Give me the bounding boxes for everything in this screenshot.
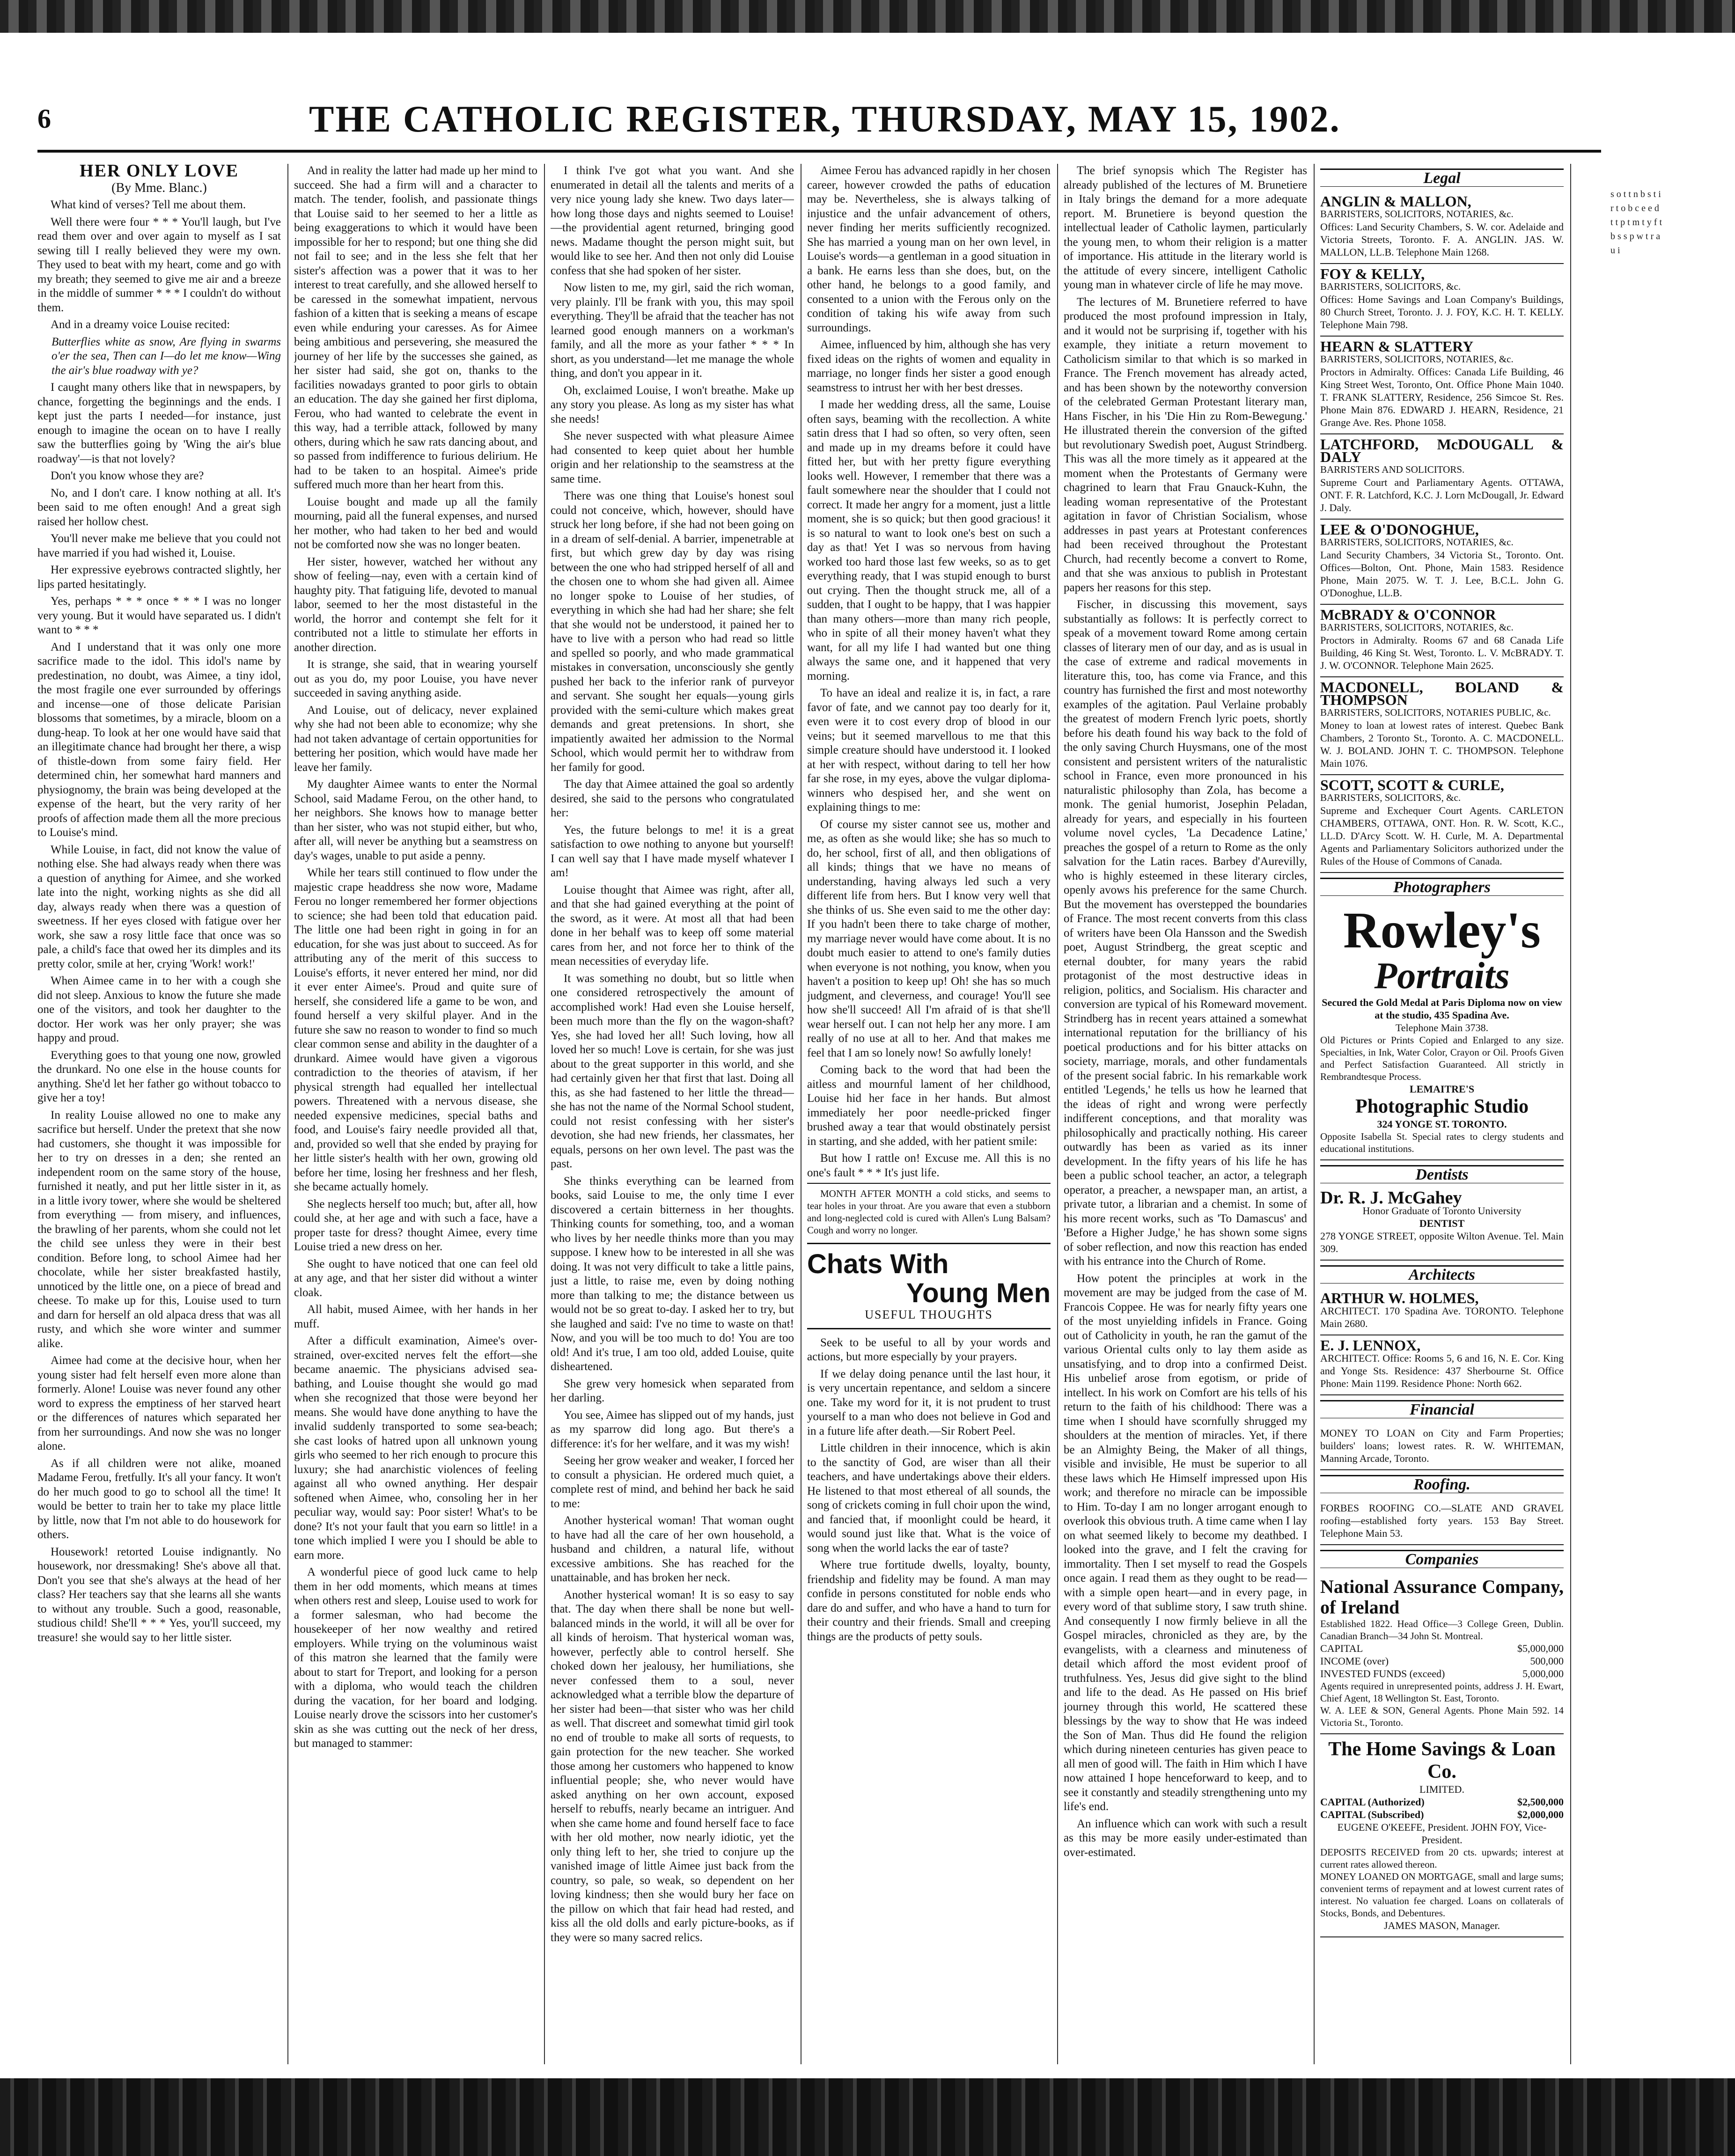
companies-heading: Companies — [1320, 1550, 1564, 1568]
story-paragraph: You'll never make me believe that you could not have married if you had wished it, Louise. — [37, 532, 281, 559]
lemaitre-studio: Photographic Studio — [1355, 1096, 1529, 1117]
chats-paragraph: The lectures of M. Brunetiere referred to have produced the most profound impression in Italy, and it would not be surprising if, together with his example, they initiate a return movement to Catholicism similar to that which is so marked in France. The French movement has already acted, and has been shown by the noteworthy conversion of the celebrated German Protestant literary man, Hans Fischer, in his 'Die Hin zu Rom-Bewegung.' He illustrated therein the conversion of the gifted but revolutionary Swedish poet, August Strindberg. This was all the more timely as it appeared at the moment when the Protestants of Germany were chagrined to learn that Frau Gnauck-Kuhn, the leading woman representative of the Protestant agitation in favor of Christian Socialism, whose addresses in past years at Protestant conferences had been received throughout the Protestant Church, had recently become a convert to Rome, and that she was anxious to publish in Protestant papers her reasons for this step. — [1064, 295, 1307, 594]
dentist-title: DENTIST — [1419, 1217, 1465, 1229]
story-paragraph: As if all children were not alike, moaned Madame Ferou, fretfully. It's all your fancy. It won't do her much good to go to school all the time! It would be better to train her to take my place little by little, now that I'm not able to do housework for others. — [37, 1457, 281, 1541]
legal-card — [1320, 434, 1564, 520]
firm-role: BARRISTERS, SOLICITORS, NOTARIES, &c. — [1320, 208, 1514, 220]
page-number: 6 — [37, 103, 51, 134]
story-paragraph: What kind of verses? Tell me about them. — [51, 198, 246, 211]
chats-paragraph: How potent the principles at work in the movement are may be judged from the case of M. Francois Coppee. He was for nearly fifty years one of the most unyielding infidels in France. Going out of Catholicity in youth, he ran the gamut of the various Oriental cults only to lay them aside as unsatisfying, and to drop into a confirmed Deist. His unbelief arose from egotism, or pride of intellect. In his work on Comfort are his tells of his return to the faith of his childhood: There was a time when I should have scornfully shrugged my shoulders at the mention of miracles. Yet, if there be an Almighty Being, the Maker of all things, visible and invisible, He must be superior to all these laws which He Himself impressed upon His work; and therefore no miracle can be impossible to Him. To-day I am no longer arrogant enough to overlook this obvious truth. A time came when I lay on what seemed likely to become my deathbed. I looked into the grave, and I felt the craving for immortality. Then I set myself to read the Gospels once again. I read them as they ought to be read—with a simple open heart—and in every page, in every word of that sublime story, I saw truth shine. And consequently I now firmly believe in all the Gospel miracles, chronicled as they are, by the evangelists, with a clearness and minuteness of detail which afford the most evident proof of truthfulness. Yes, Jesus did give sight to the blind and life to the dead. As He passed on His brief journey through this world, He scattered these blessings by the way to show that He was indeed the Son of Man. Thus did He found the religion which during nineteen centuries has given peace to all men of good will. The faith in Him which I have now attained I hope henceforward to keep, and to see it constantly and steadily strengthening unto my life's end. — [1064, 1272, 1307, 1813]
column-4 — [807, 164, 1051, 2064]
firm-role: BARRISTERS AND SOLICITORS. — [1320, 464, 1465, 475]
story-paragraph: I made her wedding dress, all the same, Louise often says, beaming with the recollection. A white satin dress that I had so often, so very often, seen and made up in my dreams before it could have fitted her, but with her pretty figure everything looks well. However, I remember that there was a fault somewhere near the shoulder that I could not correct. It made her angry for a moment, just a little moment, she is so quick; but then good gracious! it is so natural to want to look one's best on such a day as that! Yet I was so nervous from having worked too hard those last few weeks, so as to get everything ready, that I was stupid enough to burst out crying. Then the thought struck me, all of a sudden, that I ought to be happy, that I was happier than many others—more than many rich people, who in spite of all their money haven't what they want, for all my life I had wanted but one thing always the same one, and it happened that very morning. — [807, 398, 1051, 682]
lemaitre-name: LEMAITRE'S — [1409, 1083, 1475, 1095]
stat-value: 5,000,000 — [1522, 1668, 1564, 1679]
chats-paragraph: If we delay doing penance until the last hour, it is very uncertain repentance, and seldom a sincere one. Take my word for it, it is not prudent to trust yourself to a man who does not believe in God and in a future life after death.—Sir Robert Peel. — [807, 1367, 1051, 1437]
story-paragraph: She never suspected with what pleasure Aimee had consented to keep quiet about her humble origin and her relationship to the seamstress at the same time. — [551, 430, 794, 485]
stat-value: $5,000,000 — [1517, 1643, 1564, 1654]
column-rule — [287, 164, 288, 2064]
firm-role: BARRISTERS, SOLICITORS, NOTARIES, &c. — [1320, 353, 1514, 365]
balsam-notice: MONTH AFTER MONTH a cold sticks, and seems to tear holes in your throat. Are you aware that even a stubborn and long-neglected cold is cured with Allen's Lung Balsam? Cough and worry no longer. — [807, 1183, 1051, 1236]
home-savings-name: The Home Savings & Loan Co. — [1328, 1738, 1556, 1782]
story-paragraph: Everything goes to that young one now, growled the drunkard. No one else in the house counts for anything. She'd let her father go without tobacco to give her a toy! — [37, 1049, 281, 1104]
firm-name: LATCHFORD, McDOUGALL & DALY — [1320, 436, 1564, 465]
chats-paragraph: An influence which can work with such a result as this may be more easily under-estimated than over-estimated. — [1064, 1817, 1307, 1859]
story-paragraph: And Louise, out of delicacy, never explained why she had not been able to economize; why she had not taken advantage of certain opportunities for bettering her position, which would have made her leave her family. — [294, 704, 537, 774]
story-byline: (By Mme. Blanc.) — [111, 180, 207, 195]
legal-card — [1320, 605, 1564, 677]
story-paragraph: I think I've got what you want. And she enumerated in detail all the talents and merits of a very nice young lady she knew. Two days later—how long those days and nights seemed to Louise!—the providential agent returned, bringing good news. Madame thought the person might suit, but would like to see her. And then not only did Louise confess that she had spoken of her sister. — [551, 164, 794, 277]
national-assurance-ad — [1320, 1573, 1564, 1734]
stat-label: INVESTED FUNDS (exceed) — [1320, 1668, 1445, 1679]
firm-role: BARRISTERS, SOLICITORS, NOTARIES, &c. — [1320, 536, 1514, 548]
story-paragraph: Seeing her grow weaker and weaker, I forced her to consult a physician. He ordered much quiet, a complete rest of mind, and behind her back he said to me: — [551, 1454, 794, 1510]
firm-name: HEARN & SLATTERY — [1320, 338, 1474, 355]
story-paragraph: There was one thing that Louise's honest soul could not conceive, which, however, should have struck her long before, if she had not been going on in a dream of self-denial. A barrier, impenetrable at first, but which grew day by day was rising between the one who had stripped herself of all and the chosen one to whom she had given all. Aimee no longer spoke to Louise of her studies, of everything in which she had had her share; she felt that she would not be understood, it pained her to have to live with a person who had read so little and spelled so poorly, and who made grammatical mistakes in conversation, unconsciously she gently pushed her back to the inferior rank of purveyor and servant. She sought her equals—young girls provided with the semi-culture which makes great demands and great pretensions. In short, she impatiently awaited her admission to the Normal School, which would permit her to withdraw from her family for good. — [551, 490, 794, 774]
story-paragraph: Housework! retorted Louise indignantly. No housework, nor dressmaking! She's above all that. Don't you see that she's always at the head of her class? Her teachers say that she learns all she wants to without any trouble. Such a good, reasonable, studious child! She'll * * * Yes, you'll succeed, my treasure! she would say to her little sister. — [37, 1545, 281, 1644]
story-title: HER ONLY LOVE — [80, 164, 239, 181]
story-paragraph: When Aimee came in to her with a cough she did not sleep. Anxious to know the future she made one of the visitors, and took her daughter to the doctor. Her work was her only prayer; she was happy and proud. — [37, 975, 281, 1044]
stat-row — [1320, 1808, 1564, 1821]
story-paragraph: She grew very homesick when separated from her darling. — [551, 1377, 794, 1404]
story-paragraph: A wonderful piece of good luck came to help them in her odd moments, which means at times when others rest and sleep, Louise used to work for a former salesman, who had become the housekeeper of her now wealthy and retired employers. While trying on the voluminous waist of this matron she learned that the family were about to start for Treport, and looking for a person with a diploma, who would teach the children during the vacation, for her board and lodging. Louise nearly drove the scissors into her customer's skin as she was cutting out the neck of her dress, but managed to stammer: — [294, 1566, 537, 1750]
story-paragraph: Louise thought that Aimee was right, after all, and that she had gained everything at the point of the sword, as it were. At most all that had been done in her behalf was to keep off some material cares from her, and not force her to think of the mean necessities of everyday life. — [551, 883, 794, 968]
story-paragraph: Oh, exclaimed Louise, I won't breathe. Make up any story you please. As long as my sister has what she needs! — [551, 384, 794, 425]
story-paragraph: Louise bought and made up all the family mourning, paid all the funeral expenses, and nursed her mother, who had taken to her bed and would not be comforted now she was no longer beaten. — [294, 495, 537, 551]
photographers-heading: Photographers — [1320, 878, 1564, 896]
firm-role: BARRISTERS, SOLICITORS, &c. — [1320, 792, 1461, 803]
home-savings-loans: MONEY LOANED ON MORTGAGE, small and large sums; convenient terms of repayment and at lowest current rates of interest. No valuation fee charged. Loans on collaterals of Stocks, Bonds, and Debentures. — [1320, 1871, 1564, 1919]
story-paragraph: Well there were four * * * You'll laugh, but I've read them over and over again to myself as I sat sewing till I really believed they were my own. They used to beat with my heart, come and go with my breath; they seemed to give me air and a breeze in the middle of summer * * * I couldn't do without them. — [37, 215, 281, 314]
stat-row — [1320, 1667, 1564, 1680]
architect-card — [1320, 1335, 1564, 1395]
story-paragraph: And in reality the latter had made up her mind to succeed. She had a firm will and a character to match. The tender, foolish, and passionate things that Louise said to her seemed to her a little as being exaggerations to which it would have been impossible for her to respond; but one thing she did not fail to see; and in the less she felt that her sister's affection was a power that it was to her interest to treat carefully, and she allowed herself to be caressed in the somewhat impatient, nervous fashion of a kitten that is seeking a means of escape even while enduring your caresses. As for Aimee being ambitious and persevering, she measured the journey of her life by the successes she gained, as her sister had said, she got on, thanks to the facilities nowadays granted to poor girls to obtain an education. The day she gained her first diploma, Ferou, who had wanted to celebrate the event in this way, had a terrible attack, followed by many others, during which he saw rats dancing about, and so passed from indifference to furious delirium. He had to be taken to an hospital. Aimee's pride suffered much more than her heart from this. — [294, 164, 537, 491]
stat-label: INCOME (over) — [1320, 1655, 1389, 1667]
rowley-name: Rowley's — [1343, 902, 1541, 959]
column-5 — [1064, 164, 1307, 2064]
lemaitre-address: 324 YONGE ST. TORONTO. — [1377, 1118, 1507, 1130]
firm-name: FOY & KELLY, — [1320, 265, 1425, 282]
column-rule — [1057, 164, 1058, 2064]
firm-detail: Offices: Land Security Chambers, S. W. cor. Adelaide and Victoria Streets, Toronto. F. A. ANGLIN. JAS. W. MALLON, LL.B. Telephone Main 1268. — [1320, 221, 1564, 258]
national-name: National Assurance Company, of Ireland — [1320, 1576, 1564, 1618]
story-paragraph: While her tears still continued to flow under the majestic crape headdress she now wore, Madame Ferou no longer remembered her former objections to science; she had been told that education paid. The little one had been right in going in for an education, for she was just about to succeed. As for attributing any of the merit of this success to Louise's efforts, it never entered her mind, nor did it ever enter Aimee's. Proud and quite sure of herself, she considered life a game to be won, and found herself a very skilful player. And in the future she saw no reason to wonder to find so much clear common sense and ability in the daughter of a drunkard. Aimee would have given a vigorous contradiction to the theories of atavism, if her physical strength had equalled her intellectual powers. Threatened with a nervous disease, she needed expensive medicines, special baths and food, and Louise's fairy needle provided all that, and, provided so well that she ended by praying for her little sister's health with her own, growing old before her time, losing her freshness and her flesh, she became actually homely. — [294, 866, 537, 1193]
stat-label: CAPITAL — [1320, 1643, 1363, 1654]
story-paragraph: The day that Aimee attained the goal so ardently desired, she said to the persons who congratulated her: — [551, 778, 794, 819]
firm-name: MACDONELL, BOLAND & THOMPSON — [1320, 679, 1564, 708]
dentist-address: 278 YONGE STREET, opposite Wilton Avenue. Tel. Main 309. — [1320, 1230, 1564, 1254]
story-paragraph: Aimee Ferou has advanced rapidly in her chosen career, however crowded the paths of education may be. Nevertheless, she is always talking of injustice and the unfair advancement of others, never finding her merits sufficiently recognized. She has married a young man on her own level, in Louise's words—a gentleman in a good situation in a bank. He earns less than she does, but, on the other hand, he belongs to a good family, and consented to a union with the Ferous only on the condition of taking his wife away from such surroundings. — [807, 164, 1051, 334]
lemaitre-note: Opposite Isabella St. Special rates to clergy students and educational institutions. — [1320, 1131, 1564, 1154]
financial-heading: Financial — [1320, 1400, 1564, 1418]
firm-detail: Proctors in Admiralty. Rooms 67 and 68 Canada Life Building, 46 King St. West, Toronto. L. V. McBRADY. T. J. W. O'CONNOR. Telephone Main 2625. — [1320, 634, 1564, 671]
margin-text: s o t t n b s t i r t o b c e e d t t p t m t y f t b s s p w t r a u i — [1610, 189, 1662, 256]
story-paragraph: No, and I don't care. I know nothing at all. It's been said to me often enough! And a great sigh raised her hollow chest. — [37, 486, 281, 528]
story-paragraph: She thinks everything can be learned from books, said Louise to me, the only time I ever discovered a certain bitterness in her thoughts. Thinking counts for something, too, and a woman who lives by her needle thinks more than you may suppose. I knew how to be interested in all she was doing. It was not very difficult to take a little pains, just a little, to raise me, even by doing nothing more than talking to me; the distance between us would not be so great to-day. I asked her to try, but she laughed and said: I've no time to waste on that! Now, and you will be too much to do! You are too old! And it's true, I am too old, added Louise, quite disheartened. — [551, 1174, 794, 1373]
legal-card — [1320, 520, 1564, 605]
story-paragraph: But how I rattle on! Excuse me. All this is no one's fault * * * It's just life. — [807, 1152, 1051, 1179]
story-paragraph: And I understand that it was only one more sacrifice made to the idol. This idol's name by predestination, no doubt, was Aimee, a tiny idol, the most fragile one ever surrounded by offerings and incense—one of those delicate Parisian blossoms that sometimes, by a miracle, bloom on a dung-heap. To look at her one would have said that an illegitimate chance had brought her there, a wisp of thistle-down from some fairy field. Her determined chin, her somewhat hard manners and physiognomy, the brain was being developed at the expense of the heart, but the very rarity of her proofs of affection made them all the more precious to Louise's mind. — [37, 640, 281, 839]
scan-top-edge — [0, 0, 1735, 33]
story-paragraph: Of course my sister cannot see us, mother and me, as often as she would like; she has so much to do, her school, first of all, and then obligations of all kinds; things that we have no means of understanding, having always led such a very different life from hers. But I know very well that she thinks of us. She even said to me the other day: If you hadn't been there to take charge of mother, my marriage never would have come about. It is no doubt much easier to attend to one's family duties when everyone is not nothing, you know, when you haven't a position to keep up! Oh! she has so much judgment, and cleverness, and courage! You'll see how she'll succeed! All I'm afraid of is that she'll wear herself out. I can not help her any more. I am really of no use at all to her. And that makes me feel that I am so lonely now! So awfully lonely! — [807, 818, 1051, 1059]
architect-detail: ARCHITECT. 170 Spadina Ave. TORONTO. Telephone Main 2680. — [1320, 1305, 1564, 1329]
stat-row — [1320, 1796, 1564, 1808]
chats-subtitle: USEFUL THOUGHTS — [865, 1308, 993, 1321]
stat-value: $2,500,000 — [1517, 1796, 1564, 1808]
legal-card — [1320, 264, 1564, 337]
chats-title-line1: Chats With — [807, 1249, 949, 1279]
story-paragraph: Aimee had come at the decisive hour, when her young sister had felt herself even more alone than formerly. Alone! Louise was never found any other word to express the emptiness of her starved heart or the differences of natures which separated her from her surroundings. And now she was no longer alone. — [37, 1354, 281, 1452]
dentist-name: Dr. R. J. McGahey — [1320, 1188, 1462, 1208]
stat-label: CAPITAL (Subscribed) — [1320, 1809, 1424, 1820]
stat-label: CAPITAL (Authorized) — [1320, 1796, 1425, 1808]
story-paragraph: Another hysterical woman! It is so easy to say that. The day when there shall be none but well-balanced minds in the world, it will all be over for all kinds of heroism. That hysterical woman was, however, perfectly able to control herself. She choked down her jealousy, her humiliations, she never confessed them to a soul, never acknowledged what a terrible blow the departure of her sister had been—that sister who was her child as well. That discreet and somewhat timid girl took no end of trouble to make all sorts of requests, to gain protection for the new teacher. She worked those among her customers who happened to know influential people; she, who never would have asked anything on her own account, exposed herself to rebuffs, nearly became an intriguer. And when she came home and found herself face to face with her old mother, now nearly idiotic, yet the only thing left to her, she tried to conjure up the vanished image of little Aimee just back from the country, so pale, so weak, so dependent on her loving kindness; then she would bury her face on the pillow on which that fair head had rested, and kiss all the old dolls and early picture-books, as if they were so many sacred relics. — [551, 1588, 794, 1944]
national-detail: Established 1822. Head Office—3 College Green, Dublin. Canadian Branch—34 John St. Montreal. — [1320, 1618, 1564, 1642]
chats-heading-box — [807, 1243, 1051, 1329]
legal-card — [1320, 775, 1564, 873]
column-rule — [1314, 164, 1315, 2064]
rowley-portraits: Portraits — [1374, 955, 1510, 997]
chats-paragraph: Where true fortitude dwells, loyalty, bounty, friendship and fidelity may be found. A man may confide in persons constituted for noble ends who dare do and suffer, and who have a hand to turn for their country and their friends. Small and creeping things are the products of petty souls. — [807, 1559, 1051, 1643]
home-savings-manager: JAMES MASON, Manager. — [1383, 1920, 1500, 1931]
story-paragraph: She neglects herself too much; but, after all, how could she, at her age and with such a face, have a proper taste for dress? thought Aimee, every time Louise tried a new dress on her. — [294, 1197, 537, 1253]
chats-paragraph: The brief synopsis which The Register has already published of the lectures of M. Brunetiere in Italy brings the demand for a more adequate report. M. Brunetiere is beyond question the intellectual leader of Catholic laymen, particularly the young men, to whom their religion is a matter of importance. His attitude in the literary world is the attitude of every sincere, intelligent Catholic young man in whatever circle of life he may move. — [1064, 164, 1307, 291]
story-paragraph: It is strange, she said, that in wearing yourself out as you do, my poor Louise, you have never succeeded in saving anything aside. — [294, 658, 537, 699]
story-paragraph: Yes, the future belongs to me! it is a great satisfaction to owe nothing to anyone but yourself! I can well say that I have made myself whatever I am! — [551, 823, 794, 879]
legal-card — [1320, 337, 1564, 434]
story-paragraph: All habit, mused Aimee, with her hands in her muff. — [294, 1303, 537, 1330]
firm-detail: Supreme and Exchequer Court Agents. CARLETON CHAMBERS, OTTAWA, ONT. Hon. R. W. Scott, K.C., LL.D. D'Arcy Scott. W. H. Curle, M. A. Departmental Agents and Parliamentary Solicitors authorized under the Rules of the House of Commons of Canada. — [1320, 805, 1564, 867]
rowley-phone: Telephone Main 3738. — [1395, 1022, 1489, 1034]
firm-detail: Supreme Court and Parliamentary Agents. OTTAWA, ONT. F. R. Latchford, K.C. J. Lorn McDougall, Jr. Edward J. Daly. — [1320, 477, 1564, 513]
firm-role: BARRISTERS, SOLICITORS, NOTARIES PUBLIC, &c. — [1320, 707, 1551, 718]
column-2 — [294, 164, 537, 2064]
chats-paragraph: Little children in their innocence, which is akin to the sanctity of God, are wiser than all their teachers, and have undertakings above their elders. He listened to that most ethereal of all sounds, the song of crickets coming in full choir upon the wind, and fancied that, if moonlight could be heard, it would sound just like that. What is the voice of song when the world lacks the ear of taste? — [807, 1442, 1051, 1555]
masthead-rule — [37, 150, 1601, 153]
stat-row — [1320, 1655, 1564, 1667]
story-paragraph: You see, Aimee has slipped out of my hands, just as my sparrow did long ago. But there's a difference: it's for her welfare, and it was my wish! — [551, 1408, 794, 1450]
home-savings-sub: LIMITED. — [1419, 1783, 1464, 1795]
story-paragraph: Now listen to me, my girl, said the rich woman, very plainly. I'll be frank with you, this may spoil everything. They'll be afraid that the teacher has not learned good enough manners on a workman's family, and all the more as your father * * * In short, as you understand—let me manage the whole thing, and don't you appear in it. — [551, 281, 794, 380]
story-paragraph: After a difficult examination, Aimee's over-strained, over-excited nerves felt the effort—she became anaemic. The physicians advised sea-bathing, and Louise thought she would go mad when she recognized that those were beyond her means. She would have done anything to have the invalid suddenly transported to some sea-beach; she cast looks of hatred upon all unknown young girls who seemed to her rich enough to procure this luxury; she had anarchistic violences of feeling against all who owned anything. Her despair softened when Aimee, who, consoling her in her peculiar way, would say: Poor sister! What's to be done? It's not your fault that you earn so little! in a tone which implied I were you I should be able to earn more. — [294, 1335, 537, 1562]
story-paragraph: Her sister, however, watched her without any show of feeling—nay, even with a certain kind of haughty pity. That fatiguing life, devoted to manual labor, seemed to her the most distasteful in the world, the horror and contempt she felt for it contributed not a little to stimulate her efforts in another direction. — [294, 555, 537, 654]
firm-role: BARRISTERS, SOLICITORS, &c. — [1320, 281, 1461, 292]
story-paragraph: In reality Louise allowed no one to make any sacrifice but herself. Under the pretext that she now had customers, she thought it was impossible for her to try on dresses in a den; she rented an independent room on the same story of the house, furnished it neatly, and put her little sister in it, as in a little ivory tower, where she would be sheltered from everything — from misery, and influences, the brawling of her parents, whom she could not let the child see unless they were in their best condition. Before long, to school Aimee had her chocolate, while her sister breakfasted hastily, unnoticed by the little one, on a piece of bread and cheese. To make up for this, Louise used to turn and darn for herself an old alpaca dress that was all rusty, and which she wore winter and summer alike. — [37, 1108, 281, 1350]
national-note: Agents required in unrepresented points, address J. H. Ewart, Chief Agent, 18 Wellington St. East, Toronto. — [1320, 1680, 1564, 1704]
architects-heading: Architects — [1320, 1265, 1564, 1283]
roofing-card: FORBES ROOFING CO.—SLATE AND GRAVEL roofing—established forty years. 153 Bay Street. Telephone Main 53. — [1320, 1498, 1564, 1545]
stat-row — [1320, 1642, 1564, 1655]
story-paragraph: Coming back to the word that had been the aitless and mournful lament of her childhood, Louise hid her face in her hands. But almost immediately her poor needle-pricked finger brushed away a tear that would obstinately persist in starting, and she added, with her patient smile: — [807, 1063, 1051, 1148]
newspaper-page — [37, 56, 1695, 2078]
story-paragraph: I caught many others like that in newspapers, by chance, forgetting the beginnings and the ends. I kept just the parts I needed—for instance, just enough to imagine the ocean on to have I really saw the butterflies going by 'Wing the air's blue roadway'—is that not lovely? — [37, 381, 281, 465]
dentists-heading: Dentists — [1320, 1165, 1564, 1183]
story-paragraph: Another hysterical woman! That woman ought to have had all the care of her own household, a husband and children, a natural life, without excessive ambitions. She has reached for the unattainable, and has broken her neck. — [551, 1514, 794, 1584]
architect-name: E. J. LENNOX, — [1320, 1337, 1421, 1354]
firm-name: LEE & O'DONOGHUE, — [1320, 521, 1479, 538]
firm-detail: Money to loan at lowest rates of interest. Quebec Bank Chambers, 2 Toronto St., Toronto. A. C. MACDONELL. W. J. BOLAND. JOHN T. C. THOMPSON. Telephone Main 1076. — [1320, 719, 1564, 769]
story-paragraph: While Louise, in fact, did not know the value of nothing else. She had always ready when there was a question of anything for Aimee, and she worked late into the night, working nights as she did all day, always ready when there was a question of sweetness. If her eyes closed with fatigue over her work, she saw a rosy little face that once was so pale, a child's face that owed her its dimples and its pretty color, smile at her, crying 'Work! work!' — [37, 843, 281, 970]
firm-detail: Proctors in Admiralty. Offices: Canada Life Building, 46 King Street West, Toronto, Ont. Office Phone Main 1040. T. FRANK SLATTERY, Residence, 256 Simcoe St. Res. Phone Main 876. EDWARD J. HEARN, Residence, 21 Grange Ave. Res. Phone 1058. — [1320, 366, 1564, 428]
roofing-heading: Roofing. — [1320, 1475, 1564, 1493]
story-paragraph: It was something no doubt, but so little when one considered retrospectively the amount of accomplished work! Had even she Louise herself, been much more than the fly on the wagon-shaft? Yes, she had loved her all! Such loving, how all loved her so much! Love is certain, for she was just about to the great supporter in this world, and she had certainly given her that first that last. Doing all this, as she had fastened to her little the thread—she has not the name of the Normal School student, could not resist confessing with her sister's devotion, she had new friends, her classmates, her equals, persons on her own level. The past was the past. — [551, 972, 794, 1170]
financial-card: MONEY TO LOAN on City and Farm Properties; builders' loans; lowest rates. R. W. WHITEMAN, Manning Arcade, Toronto. — [1320, 1423, 1564, 1470]
story-paragraph: My daughter Aimee wants to enter the Normal School, said Madame Ferou, on the other hand, to her neighbors. She knows how to manage better than her sister, who was not stupid either, but who, after all, will never be anything but a seamstress on day's wages, unable to put aside a penny. — [294, 778, 537, 862]
column-rule — [1570, 164, 1571, 2064]
column-3 — [551, 164, 794, 2064]
column-rule — [544, 164, 545, 2064]
firm-name: ANGLIN & MALLON, — [1320, 193, 1471, 210]
firm-name: McBRADY & O'CONNOR — [1320, 606, 1496, 623]
paper-title: THE CATHOLIC REGISTER, THURSDAY, MAY 15, 1902. — [309, 99, 1341, 140]
legal-card — [1320, 677, 1564, 775]
stat-value: 500,000 — [1530, 1655, 1564, 1667]
home-savings-ad — [1320, 1734, 1564, 1937]
chats-paragraph: Fischer, in discussing this movement, says substantially as follows: It is perfectly correct to speak of a movement toward Rome among certain classes of literary men of our day, and as is usual in the case of extreme and radical movements in literature this, too, has come via France, and this country has furnished the first and most noteworthy examples of the agitation. Paul Verlaine probably the greatest of modern French lyric poets, shortly before his death found his way back to the fold of the only saving Church Huysmans, one of the most consistent and persistent writers of the naturalistic school in France, even more pronounced in his naturalistic philosophy than Zola, has become a monk. The genial humorist, Josephin Peladan, already for years, and especially in his fourteen volume novel cycles, 'La Decadence Latine,' preaches the gospel of a return to Rome as the only salvation for the Latin races. Barbey d'Aurevilly, who is highly esteemed in these literary circles, openly avows his preference for the same Church. But the movement has overstepped the boundaries of France. The most recent converts from this class of writers have been Ola Hansson and the Swedish poet, August Strindberg, the great sceptic and eternal doubter, for many years the rabid protagonist of the most destructive ideas in religion, politics, and Socialism. His character and conversion are typical of his Romeward movement. Strindberg has in recent years attained a somewhat international reputation for the brilliancy of his poetical productions and for his bitter attacks on society, marriage, morals, and other fundamentals of the present social fabric. In his remarkable work entitled 'Legends,' he tells us how he learned that the ideas of right and wrong were perfectly indifferent conceptions, and that morality was philosophically and practically nothing. His career outwardly has been as varied as its inner development. In the fifty years of his life he has been a public school teacher, an actor, a telegraph operator, a preacher, a newspaper man, an artist, a private tutor, a librarian and a chemist. In some of his more recent works, such as 'To Damascus' and 'Before a Higher Judge,' he has shown some signs of sober reflection, and now this reaction has ended with his entrance into the Church of Rome. — [1064, 598, 1307, 1268]
firm-detail: Offices: Home Savings and Loan Company's Buildings, 80 Church Street, Toronto. J. J. FOY, K.C. H. T. KELLY. Telephone Main 798. — [1320, 293, 1564, 330]
legal-card — [1320, 191, 1564, 264]
dentist-degree: Honor Graduate of Toronto University — [1362, 1205, 1522, 1217]
firm-role: BARRISTERS, SOLICITORS, NOTARIES, &c. — [1320, 622, 1514, 633]
rowley-medal: Secured the Gold Medal at Paris Diploma now on view at the studio, 435 Spadina Ave. — [1322, 997, 1562, 1021]
legal-heading: Legal — [1320, 169, 1564, 187]
home-savings-officers: EUGENE O'KEEFE, President. JOHN FOY, Vice-President. — [1337, 1821, 1547, 1846]
firm-detail: Land Security Chambers, 34 Victoria St., Toronto. Ont. Offices—Bolton, Ont. Phone, Main 1583. Residence Phone, Main 2075. W. T. J. Lee, B.C.L. John G. O'Donoghue, LL.B. — [1320, 549, 1564, 599]
architect-name: ARTHUR W. HOLMES, — [1320, 1290, 1479, 1306]
story-paragraph: Her expressive eyebrows contracted slightly, her lips parted hesitatingly. — [37, 564, 281, 591]
story-paragraph: She ought to have noticed that one can feel old at any age, and that her sister did without a winter cloak. — [294, 1257, 537, 1299]
chats-paragraph: Seek to be useful to all by your words and actions, but more especially by your prayers. — [807, 1336, 1051, 1363]
story-paragraph: And in a dreamy voice Louise recited: — [51, 318, 230, 331]
national-agents: W. A. LEE & SON, General Agents. Phone Main 592. 14 Victoria St., Toronto. — [1320, 1705, 1564, 1728]
story-paragraph: Don't you know whose they are? — [51, 469, 204, 482]
story-verse: Butterflies white as snow, Are flying in swarms o'er the sea, Then can I—do let me know—Wing the air's blue roadway with ye? — [51, 335, 281, 377]
scan-bottom-edge — [0, 2078, 1735, 2156]
rowley-ad — [1320, 901, 1564, 1160]
chats-title-line2: Young Men — [906, 1278, 1051, 1308]
firm-name: SCOTT, SCOTT & CURLE, — [1320, 777, 1504, 793]
stat-value: $2,000,000 — [1517, 1809, 1564, 1820]
architect-card — [1320, 1288, 1564, 1335]
masthead — [37, 94, 1601, 145]
architect-detail: ARCHITECT. Office: Rooms 5, 6 and 16, N. E. Cor. King and Yonge Sts. Residence: 437 Sherbourne St. Office Phone: Main 1199. Residence Phone: North 662. — [1320, 1352, 1564, 1389]
story-paragraph: To have an ideal and realize it is, in fact, a rare favor of fate, and we cannot pay too dearly for it, even were it to cost every drop of blood in our veins; but it seemed marvellous to me that this simple creature should have understood it. I looked at her with respect, without daring to tell her how far she rose, in my eyes, above the vulgar diploma-winners who despised her, and she went on explaining things to me: — [807, 687, 1051, 814]
column-6-directory — [1320, 164, 1564, 2064]
story-paragraph: Yes, perhaps * * * once * * * I was no longer very young. But it would have separated us. I didn't want to * * * — [37, 595, 281, 636]
column-1 — [37, 164, 281, 2064]
home-savings-deposits: DEPOSITS RECEIVED from 20 cts. upwards; interest at current rates allowed thereon. — [1320, 1847, 1564, 1870]
story-paragraph: Aimee, influenced by him, although she has very fixed ideas on the rights of women and equality in marriage, no longer finds her sister a good enough seamstress to intrust her with her best dresses. — [807, 338, 1051, 394]
rowley-copy: Old Pictures or Prints Copied and Enlarged to any size. Specialties, in Ink, Water Color, Crayon or Oil. Proofs Given and Perfect Satisfaction Guaranteed. All strictly in Rembrandtesque Process. — [1320, 1034, 1564, 1082]
dentist-card — [1320, 1188, 1564, 1261]
